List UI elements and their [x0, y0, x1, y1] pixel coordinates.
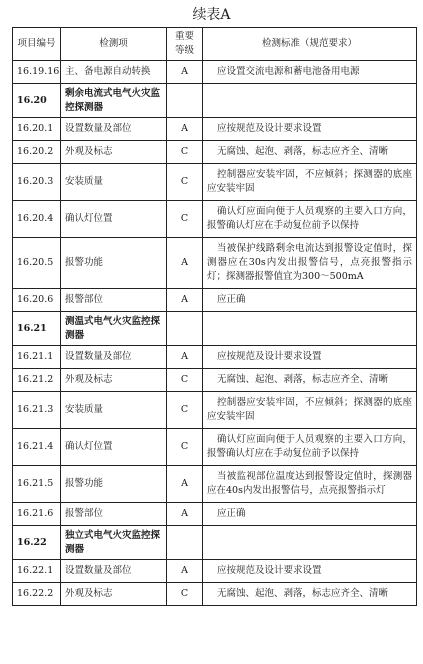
item-name: 确认灯位置 [61, 201, 167, 238]
item-name: 安装质量 [61, 392, 167, 429]
table-row [13, 141, 417, 164]
item-id: 16.20.4 [13, 201, 61, 238]
item-standard: 确认灯应面向便于人员观察的主要入口方向，报警确认灯应在手动复位前予以保持 [203, 201, 417, 238]
item-id: 16.21.1 [13, 346, 61, 369]
item-grade: A [167, 346, 203, 369]
item-id: 16.20.5 [13, 238, 61, 289]
item-id: 16.20.3 [13, 164, 61, 201]
item-id: 16.20.2 [13, 141, 61, 164]
table-row [13, 429, 417, 466]
item-standard: 应按规范及设计要求设置 [203, 346, 417, 369]
item-name: 确认灯位置 [61, 429, 167, 466]
item-grade: C [167, 201, 203, 238]
section-title: 剩余电流式电气火灾监控探测器 [61, 84, 167, 118]
table-row [13, 560, 417, 583]
item-grade: C [167, 392, 203, 429]
item-name: 设置数量及部位 [61, 118, 167, 141]
item-grade: A [167, 503, 203, 526]
header-row [13, 28, 417, 61]
section-grade-empty [167, 84, 203, 118]
item-name: 报警功能 [61, 466, 167, 503]
item-grade: A [167, 289, 203, 312]
header-standard: 检测标准（规范要求） [203, 28, 417, 61]
item-name: 外观及标志 [61, 141, 167, 164]
item-standard: 应按规范及设计要求设置 [203, 118, 417, 141]
section-row [13, 84, 417, 118]
section-standard-empty [203, 526, 417, 560]
table-row [13, 201, 417, 238]
section-standard-empty [203, 84, 417, 118]
section-id: 16.21 [13, 312, 61, 346]
item-standard: 当被保护线路剩余电流达到报警设定值时，探测器应在30s内发出报警信号，点亮报警指示灯；探测器报警值宜为300～500mA [203, 238, 417, 289]
item-id: 16.22.2 [13, 583, 61, 606]
item-grade: C [167, 369, 203, 392]
item-grade: C [167, 429, 203, 466]
table-title: 续表A [192, 7, 231, 23]
item-grade: C [167, 164, 203, 201]
item-grade: A [167, 238, 203, 289]
item-id: 16.21.6 [13, 503, 61, 526]
item-id: 16.19.16 [13, 61, 61, 84]
item-name: 主、备电源自动转换 [61, 61, 167, 84]
table-row [13, 583, 417, 606]
table-row [13, 164, 417, 201]
table-row [13, 369, 417, 392]
item-standard: 当被监视部位温度达到报警设定值时，探测器应在40s内发出报警信号，点亮报警指示灯 [203, 466, 417, 503]
item-standard: 应正确 [203, 503, 417, 526]
item-standard: 应按规范及设计要求设置 [203, 560, 417, 583]
item-id: 16.21.3 [13, 392, 61, 429]
section-standard-empty [203, 312, 417, 346]
table-row [13, 466, 417, 503]
section-id: 16.20 [13, 84, 61, 118]
table-row [13, 392, 417, 429]
section-title: 独立式电气火灾监控探测器 [61, 526, 167, 560]
section-grade-empty [167, 312, 203, 346]
item-grade: A [167, 560, 203, 583]
section-row [13, 312, 417, 346]
section-title: 测温式电气火灾监控探测器 [61, 312, 167, 346]
item-name: 设置数量及部位 [61, 560, 167, 583]
item-standard: 无腐蚀、起泡、剥落，标志应齐全、清晰 [203, 369, 417, 392]
item-grade: C [167, 583, 203, 606]
item-standard: 应正确 [203, 289, 417, 312]
table-row [13, 61, 417, 84]
section-grade-empty [167, 526, 203, 560]
item-name: 安装质量 [61, 164, 167, 201]
item-standard: 应设置交流电源和蓄电池备用电源 [203, 61, 417, 84]
item-grade: A [167, 118, 203, 141]
table-row [13, 503, 417, 526]
item-grade: C [167, 141, 203, 164]
section-row [13, 526, 417, 560]
item-standard: 无腐蚀、起泡、剥落，标志应齐全、清晰 [203, 141, 417, 164]
table-row [13, 118, 417, 141]
item-id: 16.21.5 [13, 466, 61, 503]
item-grade: A [167, 61, 203, 84]
item-id: 16.21.4 [13, 429, 61, 466]
item-name: 报警部位 [61, 503, 167, 526]
item-name: 设置数量及部位 [61, 346, 167, 369]
table-row [13, 238, 417, 289]
item-standard: 无腐蚀、起泡、剥落，标志应齐全、清晰 [203, 583, 417, 606]
item-grade: A [167, 466, 203, 503]
item-id: 16.20.6 [13, 289, 61, 312]
header-item: 检测项 [61, 28, 167, 61]
table-body [13, 28, 417, 606]
item-name: 外观及标志 [61, 583, 167, 606]
item-standard: 控制器应安装牢固，不应倾斜；探测器的底座应安装牢固 [203, 392, 417, 429]
table-row [13, 289, 417, 312]
item-name: 报警部位 [61, 289, 167, 312]
inspection-table [12, 27, 417, 606]
item-id: 16.21.2 [13, 369, 61, 392]
item-id: 16.22.1 [13, 560, 61, 583]
section-id: 16.22 [13, 526, 61, 560]
item-id: 16.20.1 [13, 118, 61, 141]
item-standard: 控制器应安装牢固，不应倾斜；探测器的底座应安装牢固 [203, 164, 417, 201]
header-grade: 重要等级 [167, 28, 203, 61]
header-id: 项目编号 [13, 28, 61, 61]
item-standard: 确认灯应面向便于人员观察的主要入口方向，报警确认灯应在手动复位前予以保持 [203, 429, 417, 466]
item-name: 报警功能 [61, 238, 167, 289]
table-row [13, 346, 417, 369]
item-name: 外观及标志 [61, 369, 167, 392]
